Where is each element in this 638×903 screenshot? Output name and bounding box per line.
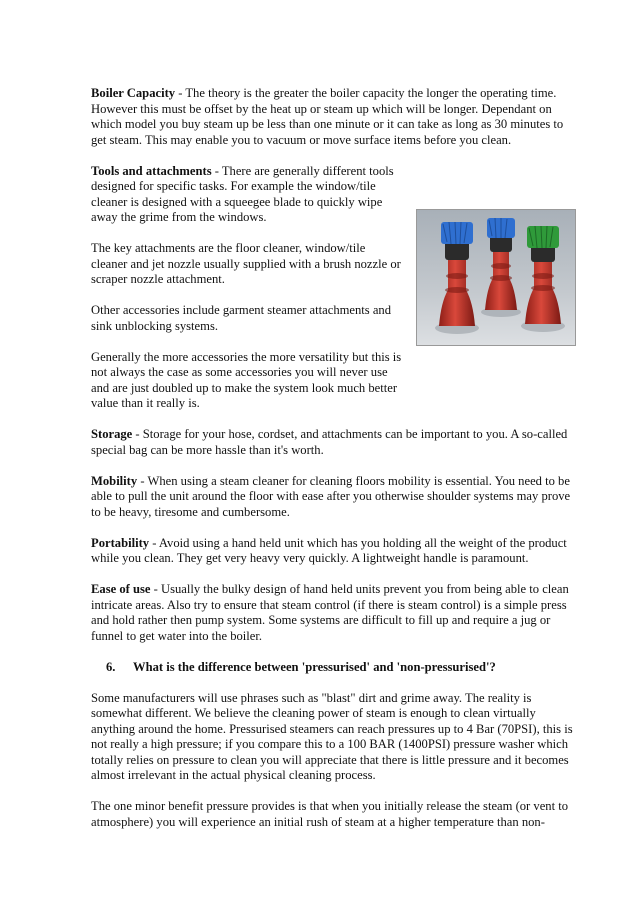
other-accessories-paragraph: Other accessories include garment steamer attachments and sink unblocking systems. [91,303,392,333]
boiler-capacity-title: Boiler Capacity [91,86,176,100]
ease-of-use-title: Ease of use [91,582,151,596]
question-text: What is the difference between 'pressurised' and 'non-pressurised'? [133,659,496,674]
mobility-title: Mobility [91,473,138,488]
question-number: 6. [106,659,116,674]
boiler-capacity-paragraph: Boiler Capacity - The theory is the greater the boiler capacity the longer the operating time. However this must be offset by the heat up or steam up which will be longer. Dependant on which model you buy steam up be less than one minute or it can take as long as 30 minutes to get steam. This may enable you to vacuum or move surface items before you clean. [91,86,564,147]
tools-paragraph: Tools and attachments - There are generally different tools designed for specific tasks. For example the window/tile cleaner is designed with a squeegee blade to quickly wipe away the grime from the windows. [91,163,394,224]
mobility-paragraph: Mobility - When using a steam cleaner for cleaning floors mobility is essential. You need to be able to pull the unit around the floor with ease after you otherwise shoulder systems may prove to be heavy, tiresome and cumbersome. [91,473,571,519]
minor-benefit-paragraph: The one minor benefit pressure provides is that when you initially release the steam (or vent to atmosphere) you will experience an initial rush of steam at a higher temperature than non- [91,799,569,829]
question-heading [106,660,576,676]
manufacturers-paragraph: Some manufacturers will use phrases such as "blast" dirt and grime away. The reality is somewhat different. We believe the cleaning power of steam is enough to clean virtually anything around the home. Pressurised steamers can reach pressures up to 4 Bar (70PSI), this is not really a high pressure; if you compare this to a 100 BAR (1400PSI) pressure washer which totally relies on pressure to clean you will appreciate that there is little pressure and it becomes almost irrelevant in the actual physical cleaning process. [91,690,573,782]
generally-paragraph: Generally the more accessories the more versatility but this is not always the case as some accessories you will never use and are just doubled up to make the system look much better value than it really is. [91,349,402,410]
storage-title: Storage [91,427,133,441]
tools-title: Tools and attachments [91,163,212,178]
portability-title: Portability [91,535,150,550]
document-page [91,86,576,846]
steam-nozzles-photo [416,209,576,346]
portability-paragraph: Portability - Avoid using a hand held unit which has you holding all the weight of the product while you clean. They get very heavy very quickly. A lightweight handle is paramount. [91,535,567,565]
key-attachments-paragraph: The key attachments are the floor cleaner, window/tile cleaner and jet nozzle usually supplied with a brush nozzle or scraper nozzle attachment. [91,241,401,286]
nozzles-illustration [417,210,576,346]
storage-paragraph: Storage - Storage for your hose, cordset, and attachments can be important to you. A so-called special bag can be more hassle than it's worth. [91,427,568,457]
ease-of-use-paragraph: Ease of use - Usually the bulky design of hand held units prevent you from being able to clean intricate areas. Also try to ensure that steam control (if there is steam control) is a simple press and hold rather then pump system. Some systems are difficult to fill up and require a jug or funnel to get water into the boiler. [91,582,569,643]
